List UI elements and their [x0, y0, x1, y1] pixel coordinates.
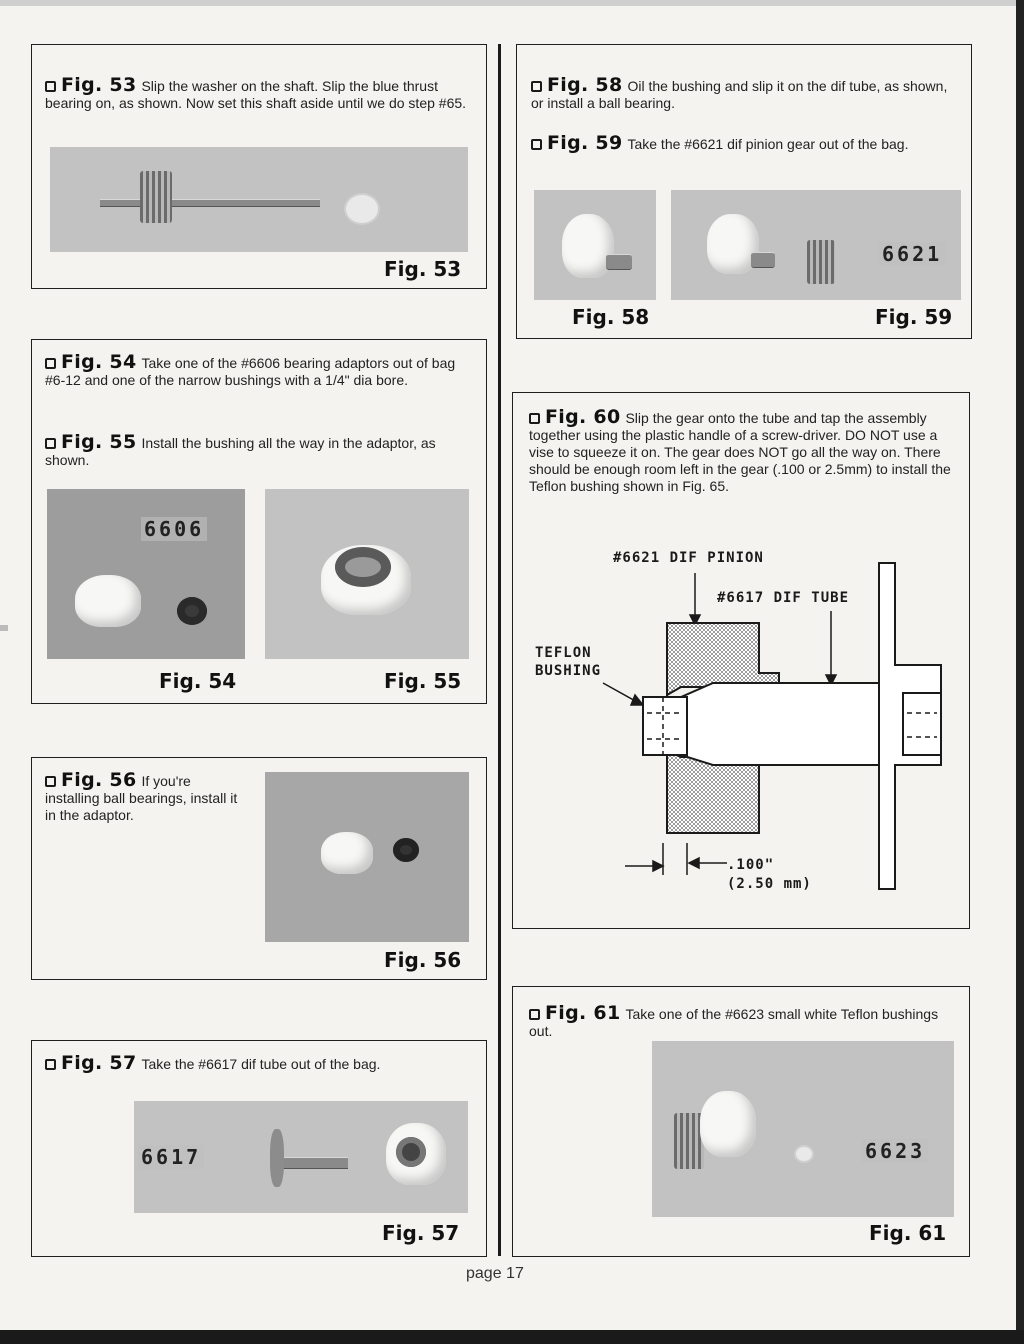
- step-53-checkbox[interactable]: [45, 81, 56, 92]
- fig-57-dif-tube: [274, 1157, 348, 1169]
- step-53-instruction: Slip the washer on the shaft. Slip the blue thrust bearing on, as shown. Now set this shaft aside until we do step #65.: [45, 78, 467, 111]
- fig-61-caption: Fig. 61: [869, 1221, 947, 1245]
- fig-54-photo: [47, 489, 245, 659]
- fig-56-caption: Fig. 56: [384, 948, 462, 972]
- fig-56-adaptor: [321, 832, 373, 874]
- step-61-checkbox[interactable]: [529, 1009, 540, 1020]
- fig-58-tube-end: [606, 254, 632, 270]
- fig-54-adaptor: [75, 575, 141, 627]
- step-57-instruction: Take the #6617 dif tube out of the bag.: [141, 1056, 381, 1072]
- step-56-checkbox[interactable]: [45, 776, 56, 787]
- fig-54-part-tag: 6606: [141, 517, 207, 541]
- fig-61-adaptor: [700, 1091, 756, 1157]
- fig-53-washer: [344, 193, 380, 225]
- fig-61-part-tag: 6623: [862, 1139, 928, 1163]
- diagram-label-gap-2: (2.50 mm): [727, 876, 812, 892]
- step-61-instruction: Take one of the #6623 small white Teflon bushings out.: [529, 1006, 939, 1039]
- page-right-edge: [1016, 0, 1024, 1344]
- fig-61-teflon-bushing: [794, 1145, 814, 1163]
- step-55-text: [45, 431, 473, 469]
- step-57-text: [45, 1052, 473, 1074]
- step-60-instruction: Slip the gear onto the tube and tap the assembly together using the plastic handle of a screw-driver. DO NOT use a vise to squeeze it on. The gear does NOT go all the way on. There should be enough room left in the gear (.100 or 2.5mm) to install the Teflon bushing shown in Fig. 65.: [529, 410, 951, 494]
- fig-59-part-tag: 6621: [879, 242, 945, 266]
- fig-55-caption: Fig. 55: [384, 669, 462, 693]
- step-55-instruction: Install the bushing all the way in the adaptor, as shown.: [45, 435, 436, 468]
- step-54-text: [45, 351, 473, 389]
- step-54-instruction: Take one of the #6606 bearing adaptors out of bag #6-12 and one of the narrow bushings with a 1/4" dia bore.: [45, 355, 456, 388]
- step-59-text: [531, 132, 959, 154]
- fig-53-gear: [140, 171, 172, 223]
- fig-57-bushing: [396, 1137, 426, 1167]
- step-56-box: [31, 757, 487, 980]
- step-59-fig-number: Fig. 59: [547, 132, 623, 154]
- fig-57-photo: [134, 1101, 468, 1213]
- step-54-checkbox[interactable]: [45, 358, 56, 369]
- fig-55-photo: [265, 489, 469, 659]
- fig-58-caption: Fig. 58: [572, 305, 650, 329]
- diagram-label-teflon-1: TEFLON: [535, 645, 592, 661]
- fig-58-photo: [534, 190, 656, 300]
- fig-54-caption: Fig. 54: [159, 669, 237, 693]
- fig-59-tube-end: [751, 252, 775, 268]
- step-53-fig-number: Fig. 53: [61, 74, 137, 96]
- step-61-box: [512, 986, 970, 1257]
- step-61-text: [529, 1002, 955, 1040]
- step-60-text: [529, 406, 955, 495]
- fig-57-caption: Fig. 57: [382, 1221, 460, 1245]
- step-58-checkbox[interactable]: [531, 81, 542, 92]
- step-55-fig-number: Fig. 55: [61, 431, 137, 453]
- step-60-checkbox[interactable]: [529, 413, 540, 424]
- step-57-fig-number: Fig. 57: [61, 1052, 137, 1074]
- step-54-fig-number: Fig. 54: [61, 351, 137, 373]
- step-56-text: [45, 769, 241, 824]
- fig-56-photo: [265, 772, 469, 942]
- step-53-text: [45, 74, 473, 112]
- step-56-fig-number: Fig. 56: [61, 769, 137, 791]
- diagram-teflon-bushing: [643, 697, 687, 755]
- diagram-label-teflon-2: BUSHING: [535, 663, 602, 679]
- step-55-checkbox[interactable]: [45, 438, 56, 449]
- diagram-label-pinion: #6621 DIF PINION: [613, 550, 764, 566]
- fig-56-ball-bearing: [393, 838, 419, 862]
- diagram-label-tube: #6617 DIF TUBE: [717, 590, 850, 606]
- step-60-fig-number: Fig. 60: [545, 406, 621, 428]
- step-59-instruction: Take the #6621 dif pinion gear out of the bag.: [627, 136, 909, 152]
- step-56-instruction: If you're installing ball bearings, install it in the adaptor.: [45, 773, 238, 823]
- diagram-label-gap-1: .100": [727, 857, 775, 873]
- column-divider: [498, 44, 501, 1256]
- fig-55-bushing-inserted: [335, 547, 391, 587]
- step-59-checkbox[interactable]: [531, 139, 542, 150]
- fig-59-pinion-gear: [807, 240, 835, 284]
- diagram-right-bushing: [903, 693, 941, 755]
- step-54-55-box: [31, 339, 487, 704]
- fig-59-caption: Fig. 59: [875, 305, 953, 329]
- fig-53-photo: [50, 147, 468, 252]
- fig-54-bushing: [177, 597, 207, 625]
- step-57-box: [31, 1040, 487, 1257]
- page-bottom-edge: [0, 1330, 1024, 1344]
- page-number: page 17: [466, 1265, 524, 1282]
- fig-57-flange: [270, 1129, 284, 1187]
- step-58-59-box: [516, 44, 972, 339]
- step-58-text: [531, 74, 959, 112]
- fig-57-part-tag: 6617: [138, 1145, 204, 1169]
- fig-61-photo: [652, 1041, 954, 1217]
- step-57-checkbox[interactable]: [45, 1059, 56, 1070]
- fig-53-shaft: [100, 199, 320, 207]
- fig-60-cross-section-diagram: [513, 543, 969, 903]
- fig-59-photo: [671, 190, 961, 300]
- step-58-fig-number: Fig. 58: [547, 74, 623, 96]
- step-60-box: [512, 392, 970, 929]
- step-61-fig-number: Fig. 61: [545, 1002, 621, 1024]
- step-58-instruction: Oil the bushing and slip it on the dif tube, as shown, or install a ball bearing.: [531, 78, 948, 111]
- step-53-box: [31, 44, 487, 289]
- fig-53-caption: Fig. 53: [384, 257, 462, 281]
- scan-mark: [0, 625, 8, 631]
- page-top-edge: [0, 0, 1024, 6]
